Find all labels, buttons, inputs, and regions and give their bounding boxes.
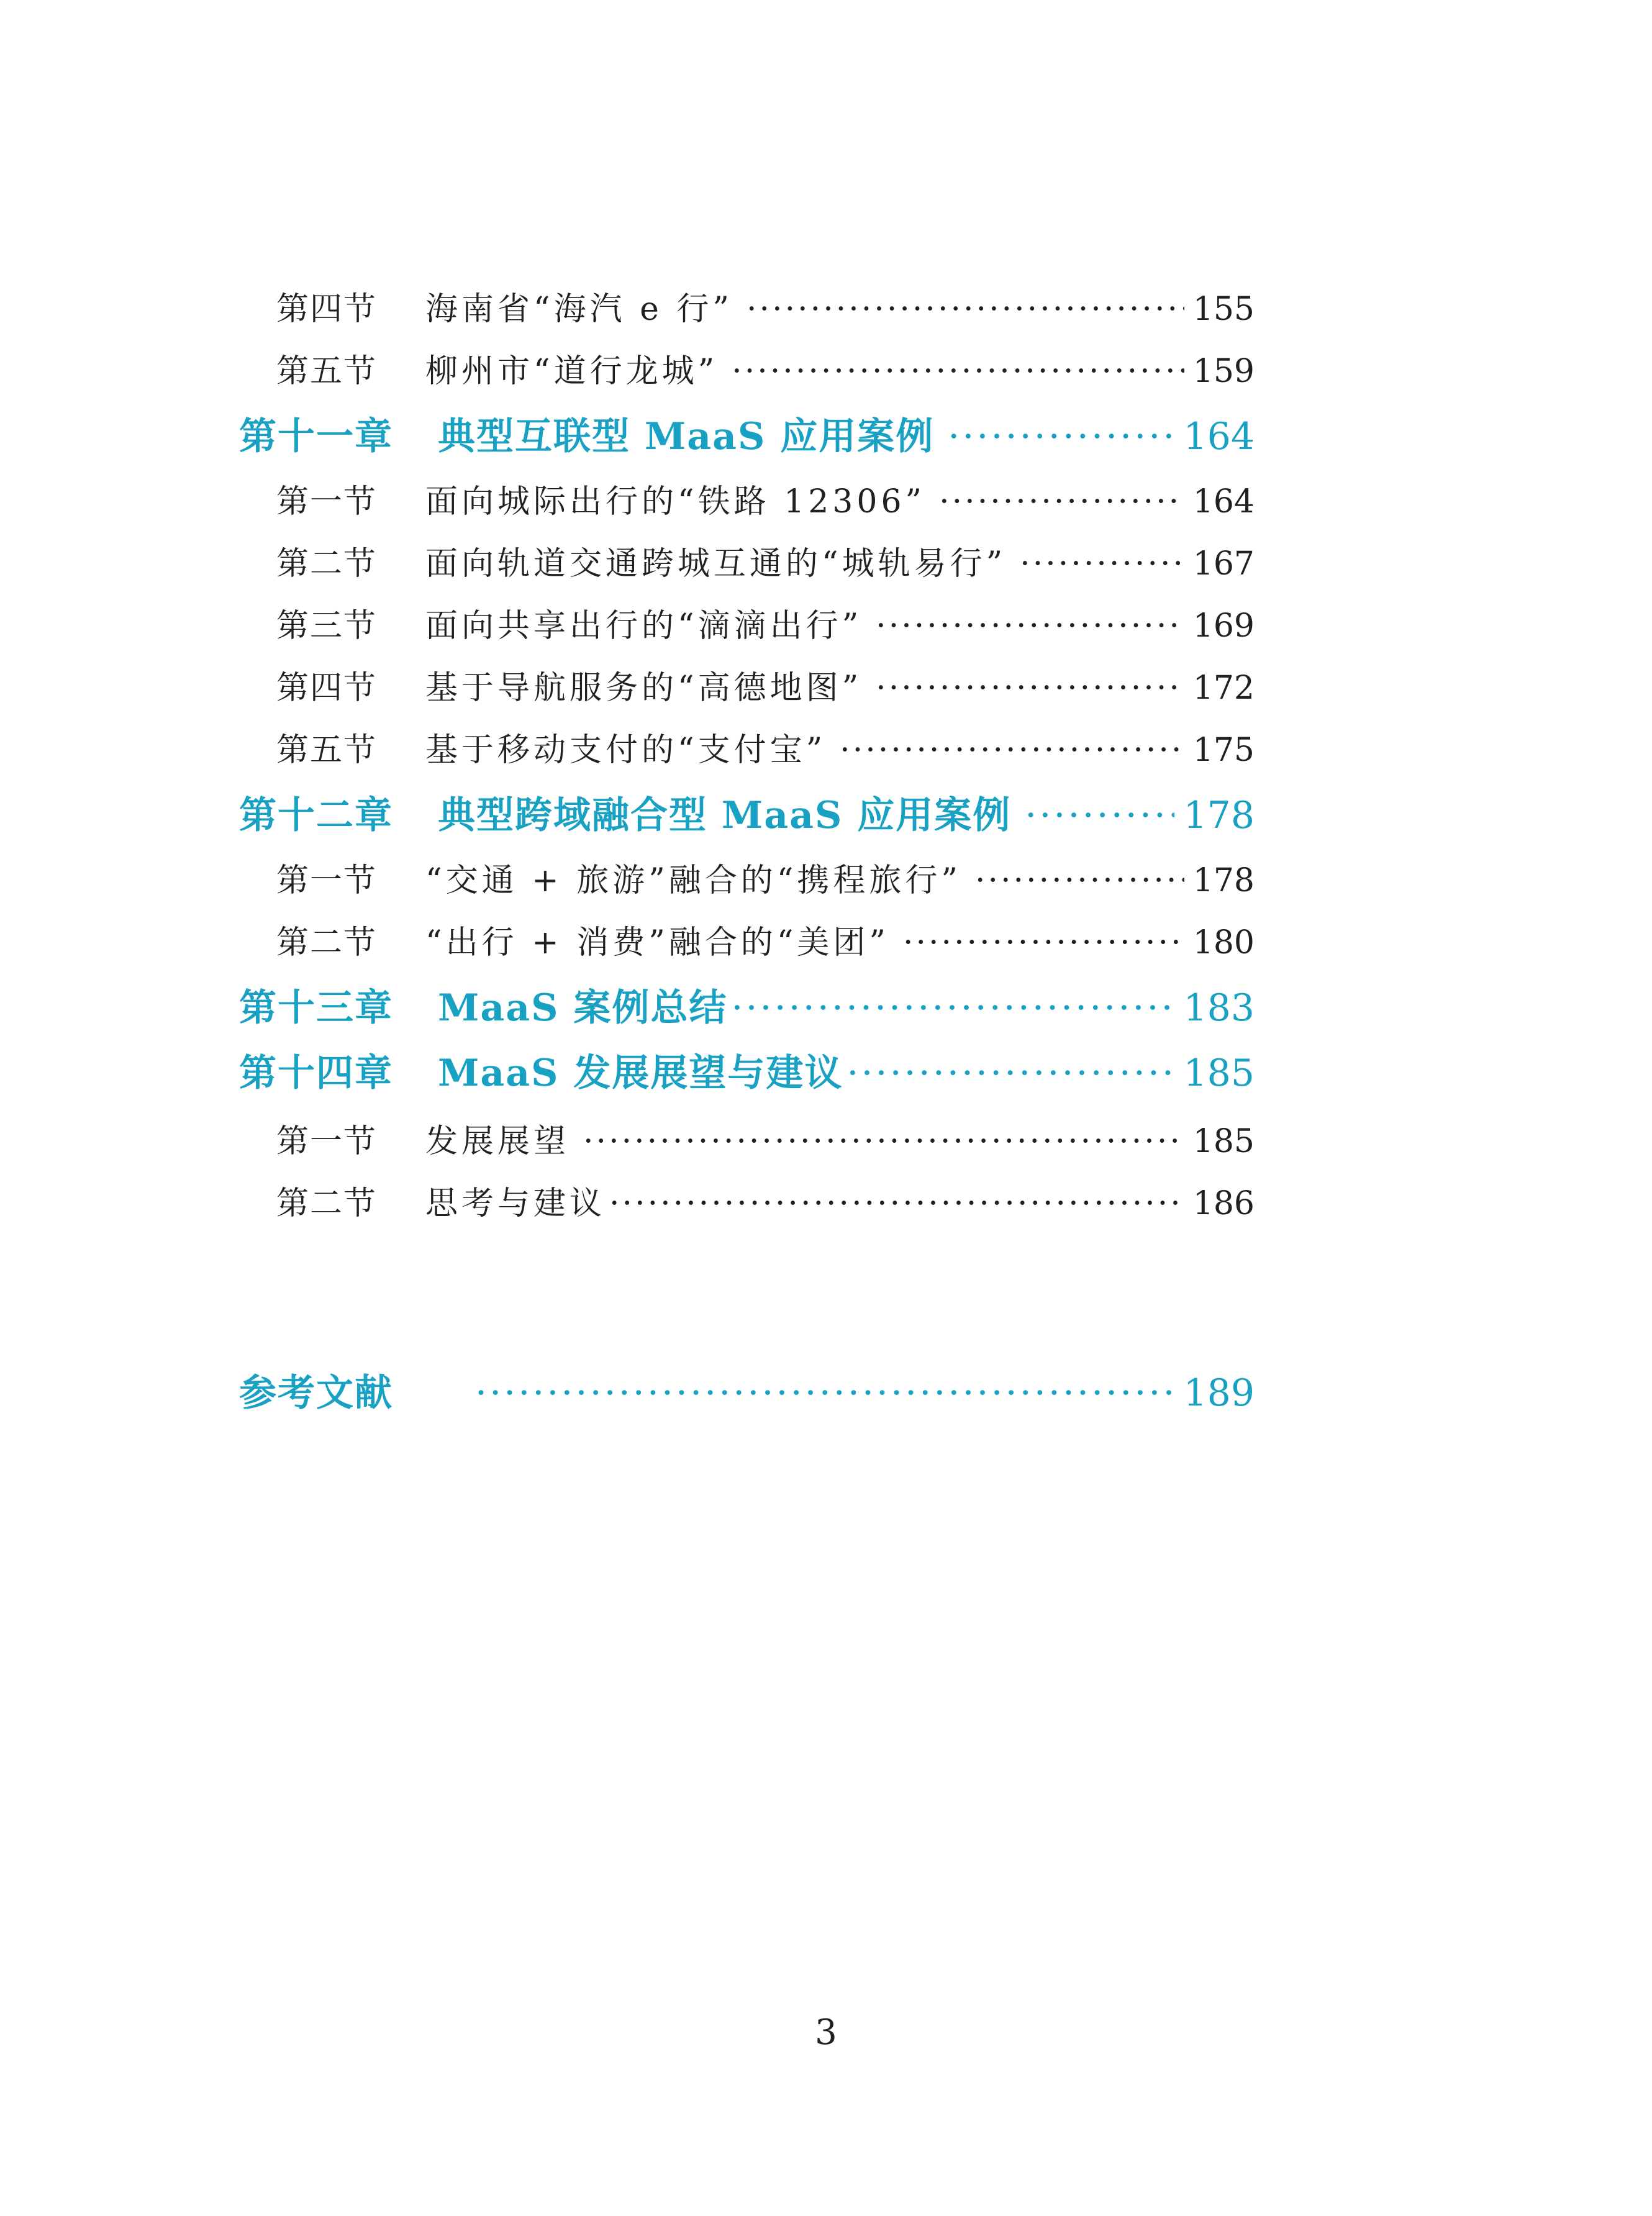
dot-leader xyxy=(840,732,1184,769)
section-label: 第三节 xyxy=(276,607,378,645)
section-title: 面向轨道交通跨城互通的“城轨易行” xyxy=(425,545,1007,583)
references-page-number: 189 xyxy=(1183,1371,1255,1415)
section-page-number: 186 xyxy=(1192,1185,1255,1222)
chapter-label: 第十三章 xyxy=(239,986,393,1030)
chapter-label: 第十四章 xyxy=(239,1051,393,1095)
section-label: 第二节 xyxy=(276,1185,378,1222)
chapter-title: 典型互联型 MaaS 应用案例 xyxy=(438,415,935,458)
dot-leader xyxy=(903,924,1184,961)
section-page-number: 178 xyxy=(1192,862,1255,899)
section-label: 第一节 xyxy=(276,483,378,520)
dot-leader xyxy=(1020,545,1184,583)
section-label: 第五节 xyxy=(276,353,378,390)
chapter-page-number: 185 xyxy=(1183,1051,1255,1095)
section-page-number: 180 xyxy=(1192,924,1255,961)
chapter-page-number: 178 xyxy=(1183,794,1255,837)
dot-leader xyxy=(731,986,1174,1030)
dot-leader xyxy=(609,1185,1184,1222)
toc-entry-section[interactable] xyxy=(276,283,1255,329)
page-number: 3 xyxy=(815,2012,837,2053)
chapter-page-number: 183 xyxy=(1183,986,1255,1030)
section-page-number: 155 xyxy=(1192,291,1255,328)
toc-entry-chapter[interactable] xyxy=(239,786,1255,839)
toc-entry-chapter[interactable] xyxy=(239,1043,1255,1097)
dot-leader xyxy=(583,1123,1184,1160)
chapter-title: 典型跨域融合型 MaaS 应用案例 xyxy=(438,794,1012,837)
dot-leader xyxy=(1025,794,1174,837)
chapter-page-number: 164 xyxy=(1183,415,1255,458)
dot-leader xyxy=(975,862,1184,899)
chapter-label: 第十二章 xyxy=(239,794,393,837)
section-title: 发展展望 xyxy=(425,1123,570,1160)
chapter-label: 第十一章 xyxy=(239,415,393,458)
dot-leader xyxy=(747,291,1184,328)
section-title: 基于导航服务的“高德地图” xyxy=(425,670,863,707)
section-label: 第二节 xyxy=(276,924,378,961)
chapter-title: MaaS 案例总结 xyxy=(438,986,728,1030)
dot-leader xyxy=(939,483,1184,520)
toc-entry-references[interactable] xyxy=(239,1363,1255,1417)
dot-leader xyxy=(732,353,1184,390)
section-title: 基于移动支付的“支付宝” xyxy=(425,732,827,769)
toc-entry-section[interactable] xyxy=(276,599,1255,646)
section-page-number: 172 xyxy=(1192,670,1255,707)
dot-leader xyxy=(876,670,1184,707)
section-title: “出行 + 消费”融合的“美团” xyxy=(425,924,889,961)
toc-entry-section[interactable] xyxy=(276,916,1255,963)
toc-entry-section[interactable] xyxy=(276,661,1255,708)
references-title: 参考文献 xyxy=(239,1371,393,1415)
section-label: 第一节 xyxy=(276,1123,378,1160)
section-label: 第四节 xyxy=(276,291,378,328)
toc-entry-chapter[interactable] xyxy=(239,978,1255,1032)
section-title: “交通 + 旅游”融合的“携程旅行” xyxy=(425,862,961,899)
toc-entry-section[interactable] xyxy=(276,537,1255,584)
toc-entry-section[interactable] xyxy=(276,724,1255,770)
chapter-title: MaaS 发展展望与建议 xyxy=(438,1051,843,1095)
dot-leader xyxy=(846,1051,1174,1095)
section-title: 面向共享出行的“滴滴出行” xyxy=(425,607,863,645)
section-label: 第二节 xyxy=(276,545,378,583)
section-page-number: 164 xyxy=(1192,483,1255,520)
dot-leader xyxy=(475,1371,1174,1415)
section-label: 第四节 xyxy=(276,670,378,707)
toc-entry-section[interactable] xyxy=(276,1115,1255,1161)
section-page-number: 175 xyxy=(1192,732,1255,769)
section-label: 第一节 xyxy=(276,862,378,899)
dot-leader xyxy=(948,415,1174,458)
section-title: 柳州市“道行龙城” xyxy=(425,353,719,390)
section-page-number: 167 xyxy=(1192,545,1255,583)
dot-leader xyxy=(876,607,1184,645)
section-title: 面向城际出行的“铁路 12306” xyxy=(425,483,926,520)
toc-entry-section[interactable] xyxy=(276,1177,1255,1224)
toc-entry-section[interactable] xyxy=(276,854,1255,901)
toc-entry-section[interactable] xyxy=(276,475,1255,522)
toc-entry-section[interactable] xyxy=(276,345,1255,391)
toc-entry-chapter[interactable] xyxy=(239,407,1255,460)
section-label: 第五节 xyxy=(276,732,378,769)
section-page-number: 159 xyxy=(1192,353,1255,390)
section-title: 海南省“海汽 e 行” xyxy=(425,291,733,328)
section-page-number: 169 xyxy=(1192,607,1255,645)
section-page-number: 185 xyxy=(1192,1123,1255,1160)
section-title: 思考与建议 xyxy=(425,1185,606,1222)
